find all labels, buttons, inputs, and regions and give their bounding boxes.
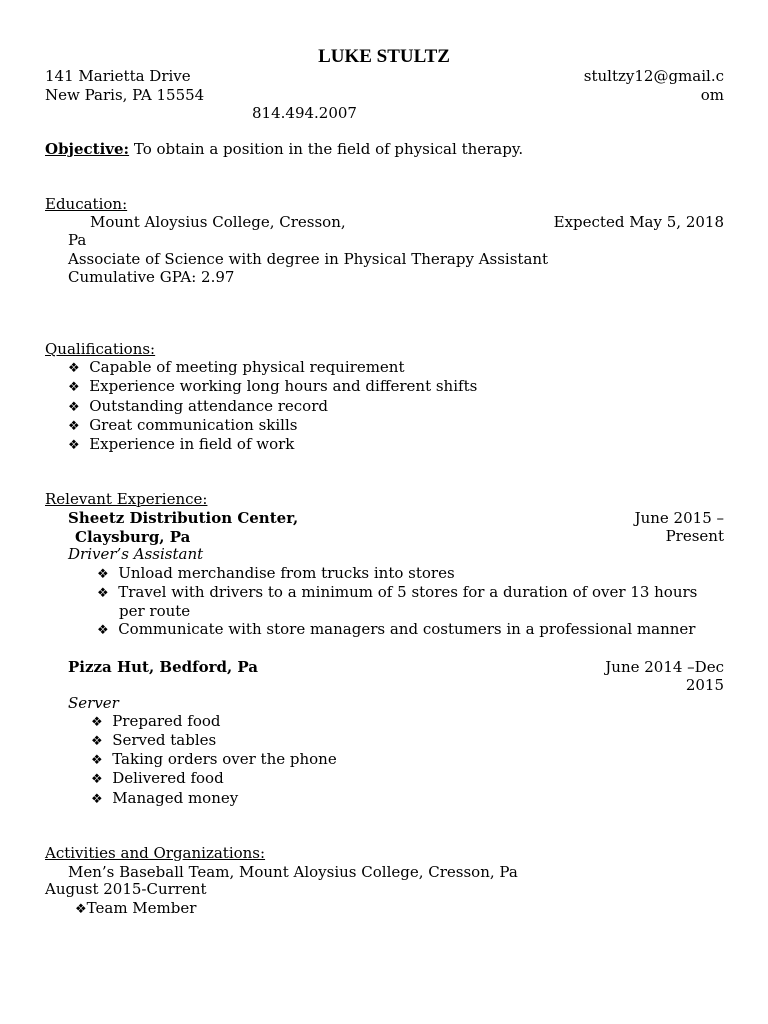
job-1-location: Claysburg, Pa: [75, 528, 191, 546]
diamond-bullet-icon: ❖: [97, 567, 109, 582]
list-item: [91, 769, 224, 789]
objective-label: Objective:: [45, 140, 130, 158]
qualification-text: Experience in field of work: [89, 435, 295, 453]
activities-role: Team Member: [86, 899, 197, 917]
job-1-title: Driver’s Assistant: [68, 545, 204, 563]
diamond-bullet-icon: ❖: [68, 361, 80, 376]
duty-text: Unload merchandise from trucks into stores: [118, 564, 455, 582]
activities-heading: Activities and Organizations:: [45, 844, 266, 862]
education-school: Mount Aloysius College, Cresson,: [90, 213, 346, 231]
list-item: [91, 750, 337, 770]
duty-text: Managed money: [112, 789, 239, 807]
qualification-text: Capable of meeting physical requirement: [89, 358, 405, 376]
qualification-text: Experience working long hours and different shifts: [89, 377, 478, 395]
list-item: [91, 789, 238, 809]
diamond-bullet-icon: ❖: [75, 902, 87, 917]
diamond-bullet-icon: ❖: [91, 772, 103, 787]
education-date: Expected May 5, 2018: [553, 213, 724, 231]
diamond-bullet-icon: ❖: [68, 380, 80, 395]
list-item: [68, 416, 297, 436]
objective-section: [45, 140, 523, 159]
job-2-employer: Pizza Hut, Bedford, Pa: [68, 658, 259, 676]
diamond-bullet-icon: ❖: [91, 715, 103, 730]
education-heading: Education:: [45, 195, 128, 213]
applicant-name: LUKE STULTZ: [318, 46, 450, 67]
list-item: [91, 712, 221, 732]
job-2-title: Server: [68, 694, 119, 712]
experience-heading: Relevant Experience:: [45, 490, 208, 508]
diamond-bullet-icon: ❖: [68, 400, 80, 415]
duty-text: Delivered food: [112, 769, 224, 787]
list-item: [97, 620, 695, 640]
job-2-date-end: 2015: [685, 676, 724, 694]
list-item: [68, 358, 404, 378]
email-line-1: stultzy12@gmail.c: [583, 67, 724, 85]
diamond-bullet-icon: ❖: [91, 753, 103, 768]
diamond-bullet-icon: ❖: [68, 419, 80, 434]
list-item: [68, 377, 477, 397]
address-line-1: 141 Marietta Drive: [45, 67, 191, 85]
duty-text: Served tables: [112, 731, 217, 749]
job-1-employer: Sheetz Distribution Center,: [68, 509, 299, 527]
list-item: [97, 583, 697, 603]
qualifications-heading: Qualifications:: [45, 340, 156, 358]
duty-text: Communicate with store managers and costumers in a professional manner: [118, 620, 696, 638]
duty-text-cont: per route: [119, 602, 191, 620]
list-item: [97, 564, 455, 584]
list-item: [68, 397, 328, 417]
diamond-bullet-icon: ❖: [68, 438, 80, 453]
education-gpa: Cumulative GPA: 2.97: [68, 268, 235, 286]
duty-text: Taking orders over the phone: [112, 750, 337, 768]
list-item: [75, 899, 196, 919]
objective-text: To obtain a position in the field of physical therapy.: [133, 140, 524, 158]
address-line-2: New Paris, PA 15554: [45, 86, 205, 104]
diamond-bullet-icon: ❖: [91, 734, 103, 749]
education-school-cont: Pa: [68, 231, 87, 249]
activities-dates: August 2015-Current: [45, 880, 207, 898]
diamond-bullet-icon: ❖: [97, 623, 109, 638]
diamond-bullet-icon: ❖: [91, 792, 103, 807]
phone-number: 814.494.2007: [252, 104, 357, 122]
education-degree: Associate of Science with degree in Physical Therapy Assistant: [68, 250, 549, 268]
qualification-text: Outstanding attendance record: [89, 397, 328, 415]
list-item: [91, 731, 216, 751]
activities-org: Men’s Baseball Team, Mount Aloysius College, Cresson, Pa: [68, 863, 518, 881]
job-1-date-end: Present: [665, 527, 724, 545]
qualification-text: Great communication skills: [89, 416, 298, 434]
job-1-date-start: June 2015 –: [634, 509, 724, 527]
email-line-2: om: [700, 86, 724, 104]
duty-text: Travel with drivers to a minimum of 5 stores for a duration of over 13 hours: [118, 583, 698, 601]
job-2-date-start: June 2014 –Dec: [605, 658, 724, 676]
duty-text: Prepared food: [112, 712, 221, 730]
diamond-bullet-icon: ❖: [97, 586, 109, 601]
list-item: [68, 435, 294, 455]
